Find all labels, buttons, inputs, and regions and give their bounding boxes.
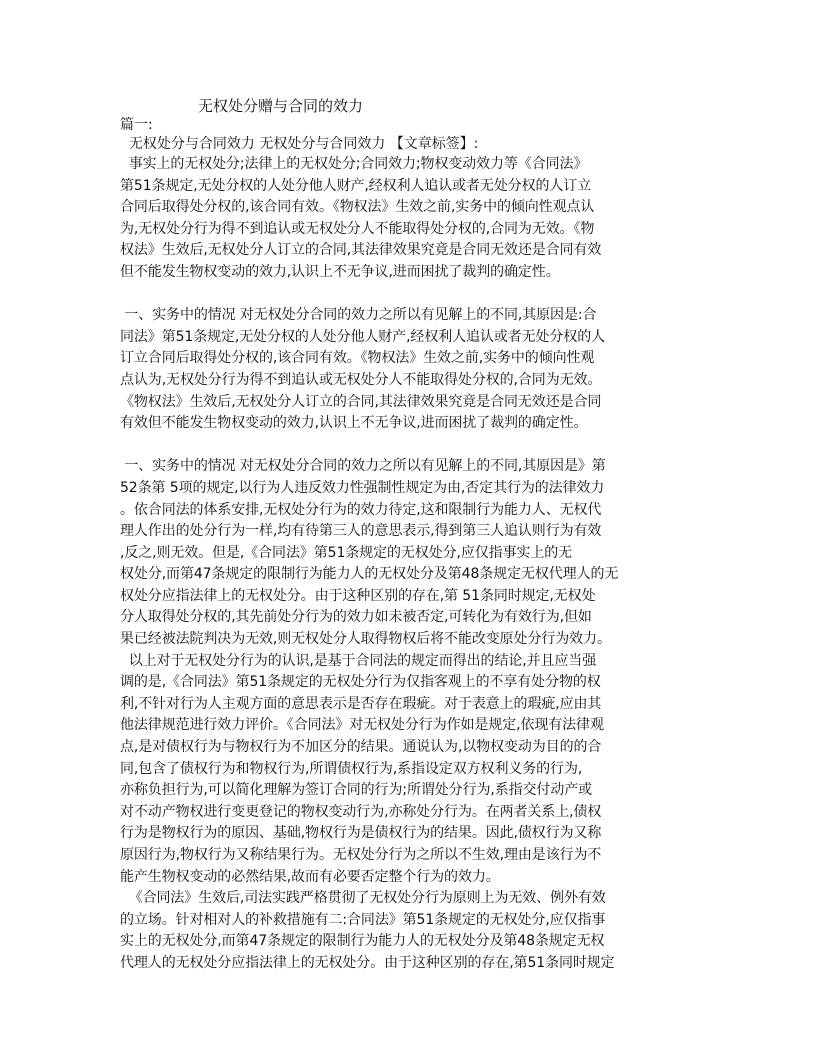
text-line: 分人取得处分权的,其先前处分行为的效力如未被否定,可转化为有效行为,但如 xyxy=(120,609,592,626)
text-line: 52条第 5项的规定,以行为人违反效力性强制性规定为由,否定其行为的法律效力 xyxy=(120,479,605,496)
text-line: 为,无权处分行为得不到追认或无权处分人不能取得处分权的,合同为无效。《物 xyxy=(120,220,595,237)
text-line: 的立场。针对相对人的补救措施有二:合同法》第51条规定的无权处分,应仅指事 xyxy=(120,911,606,928)
document-page xyxy=(120,96,696,975)
section-label: 篇一: xyxy=(120,117,153,133)
document-title: 无权处分赠与合同的效力 xyxy=(198,97,364,115)
text-line: 对不动产物权进行变更登记的物权变动行为,亦称处分行为。在两者关系上,债权 xyxy=(120,803,602,820)
text-line: 他法律规范进行效力评价。《合同法》对无权处分行为作如是规定,依现有法律观 xyxy=(120,717,604,734)
text-line: 第51条规定,无处分权的人处分他人财产,经权利人追认或者无处分权的人订立 xyxy=(120,177,592,194)
paragraph-spacer xyxy=(120,284,696,306)
text-line: 能产生物权变动的必然结果,故而有必要否定整个行为的效力。 xyxy=(120,868,500,885)
text-line: 同,包含了债权行为和物权行为,所谓债权行为,系指设定双方权利义务的行为, xyxy=(120,760,583,777)
text-line: 一、实务中的情况 对无权处分合同的效力之所以有见解上的不同,其原因是:合 xyxy=(120,307,597,324)
text-line: 调的是,《合同法》第51条规定的无权处分行为仅指客观上的不享有处分物的权 xyxy=(120,674,601,691)
text-line: 实上的无权处分,而第47条规定的限制行为能力人的无权处分及第48条规定无权 xyxy=(120,933,605,950)
text-line: 但不能发生物权变动的效力,认识上不无争议,进而困扰了裁判的确定性。 xyxy=(120,263,560,280)
paragraph-intro xyxy=(120,154,696,284)
text-line: 有效但不能发生物权变动的效力,认识上不无争议,进而困扰了裁判的确定性。 xyxy=(120,415,588,432)
text-line: 果已经被法院判决为无效,则无权处分人取得物权后将不能改变原处分行为效力。 xyxy=(120,631,611,648)
text-line: ,反之,则无效。但是,《合同法》第51条规定的无权处分,应仅指事实上的无 xyxy=(120,544,573,561)
article-tag-line: 无权处分与合同效力 无权处分与合同效力 【文章标签】: xyxy=(120,136,479,152)
text-line: 原因行为,物权行为又称结果行为。无权处分行为之所以不生效,理由是该行为不 xyxy=(120,847,602,863)
text-line: 利,不针对行为人主观方面的意思表示是否存在瑕疵。对于表意上的瑕疵,应由其 xyxy=(120,695,602,712)
text-line: 代理人的无权处分应指法律上的无权处分。由于这种区别的存在,第51条同时规定 xyxy=(120,954,615,971)
text-line: 合同后取得处分权的,该合同有效。《物权法》生效之前,实务中的倾向性观点认 xyxy=(120,199,595,216)
text-line: 理人作出的处分行为一样,均有待第三人的意思表示,得到第三人追认则行为有效 xyxy=(120,523,602,540)
text-line: 一、实务中的情况 对无权处分合同的效力之所以有见解上的不同,其原因是》第 xyxy=(120,458,606,475)
text-line: 行为是物权行为的原因、基础,物权行为是债权行为的结果。因此,债权行为又称 xyxy=(120,825,602,842)
text-line: 事实上的无权处分;法律上的无权处分;合同效力;物权变动效力等《合同法》 xyxy=(120,156,588,172)
text-line: 权法》生效后,无权处分人订立的合同,其法律效果究竟是合同无效还是合同有效 xyxy=(120,242,602,259)
text-line: 以上对于无权处分行为的认识,是基于合同法的规定而得出的结论,并且应当强 xyxy=(120,652,597,669)
text-line: 。依合同法的体系安排,无权处分行为的效力待定,这和限制行为能力人、无权代 xyxy=(120,501,602,518)
text-line: 订立合同后取得处分权的,该合同有效。《物权法》生效之前,实务中的倾向性观 xyxy=(120,350,595,367)
paragraph-spacer xyxy=(120,435,696,457)
text-line: 《物权法》生效后,无权处分人订立的合同,其法律效果究竟是合同无效还是合同 xyxy=(120,393,602,410)
text-line: 权处分应指法律上的无权处分。由于这种区别的存在,第 51条同时规定,无权处 xyxy=(120,587,596,604)
paragraph-practice-2 xyxy=(120,456,696,974)
text-line: 《合同法》生效后,司法实践严格贯彻了无权处分行为原则上为无效、例外有效 xyxy=(120,890,606,907)
text-line: 同法》第51条规定,无处分权的人处分他人财产,经权利人追认或者无处分权的人 xyxy=(120,328,606,345)
text-line: 点认为,无权处分行为得不到追认或无权处分人不能取得处分权的,合同为无效。 xyxy=(120,371,602,388)
text-line: 亦称负担行为,可以简化理解为签订合同的行为;所谓处分行为,系指交付动产或 xyxy=(120,782,593,799)
paragraph-practice-1 xyxy=(120,305,696,435)
text-line: 权处分,而第47条规定的限制行为能力人的无权处分及第48条规定无权代理人的无 xyxy=(120,566,619,583)
text-line: 点,是对债权行为与物权行为不加区分的结果。通说认为,以物权变动为目的的合 xyxy=(120,739,602,756)
